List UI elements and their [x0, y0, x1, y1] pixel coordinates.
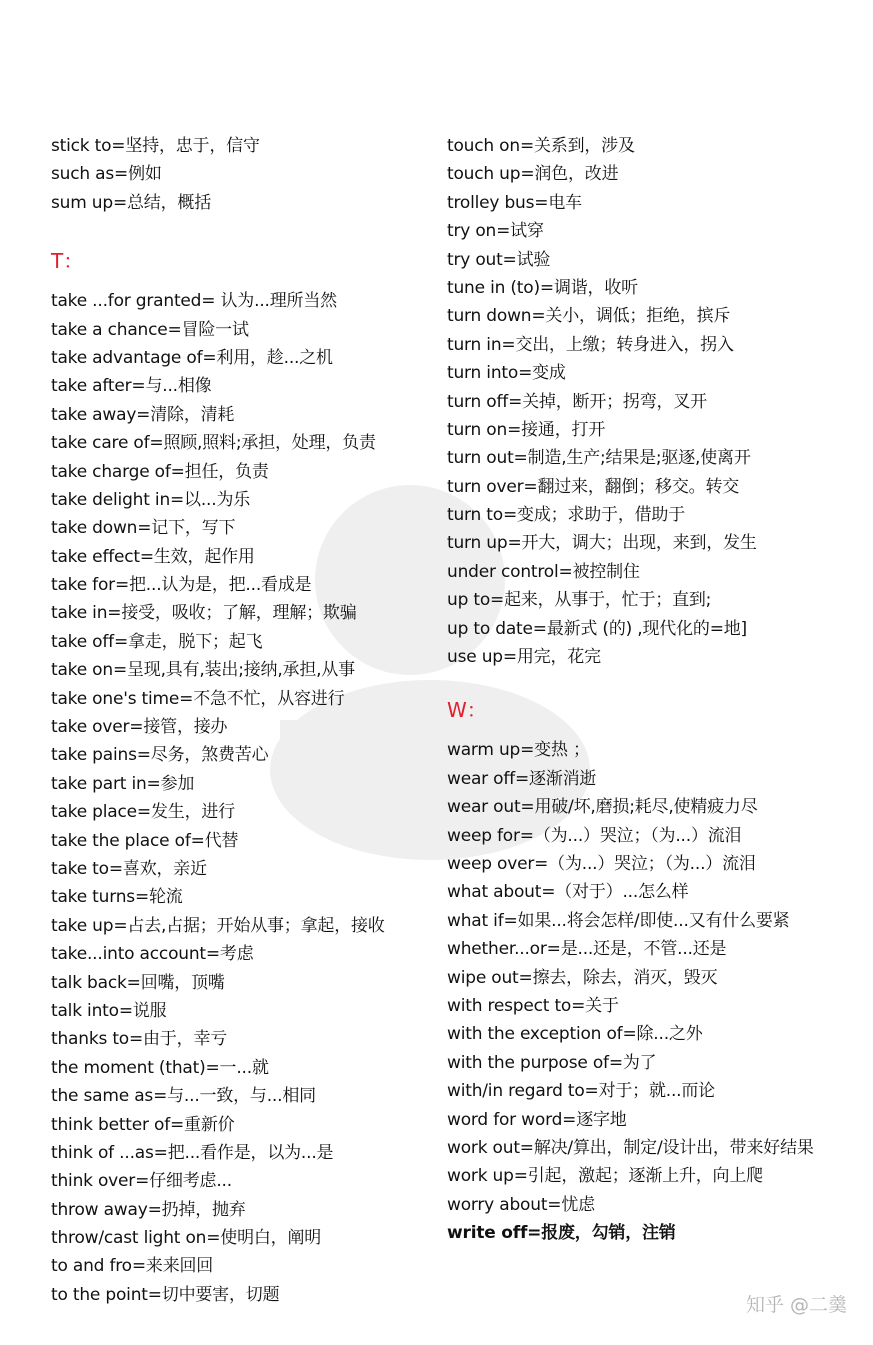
phrase-entry: turn out=制造,生产;结果是;驱逐,使离开 — [447, 448, 751, 469]
phrase-entry: tune in (to)=调谐，收听 — [447, 277, 638, 298]
phrase-entry: with the exception of=除...之外 — [447, 1024, 703, 1045]
phrase-entry: take advantage of=利用，趁...之机 — [51, 347, 333, 368]
phrase-entry: take after=与...相像 — [51, 376, 212, 397]
phrase-entry: try on=试穿 — [447, 221, 544, 242]
phrase-entry: think of ...as=把...看作是，以为...是 — [51, 1142, 334, 1163]
phrase-entry: weep over=（为...）哭泣；（为...）流泪 — [447, 853, 756, 874]
phrase-entry: take care of=照顾,照料;承担，处理，负责 — [51, 433, 376, 454]
phrase-entry: take turns=轮流 — [51, 887, 183, 908]
phrase-entry: talk into=说服 — [51, 1000, 167, 1021]
phrase-entry: to the point=切中要害，切题 — [51, 1284, 280, 1305]
phrase-entry: turn down=关小，调低；拒绝，摈斥 — [447, 306, 731, 327]
phrase-entry: take off=拿走，脱下；起飞 — [51, 631, 263, 652]
phrase-entry: turn on=接通，打开 — [447, 419, 606, 440]
phrase-entry: throw away=扔掉，抛弃 — [51, 1199, 246, 1220]
phrase-entry: take one's time=不急不忙，从容进行 — [51, 688, 345, 709]
phrase-entry-write-off: write off=报废，勾销，注销 — [447, 1223, 676, 1244]
phrase-entry: sum up=总结，概括 — [51, 192, 212, 213]
phrase-entry: trolley bus=电车 — [447, 192, 582, 213]
phrase-entry: turn in=交出，上缴；转身进入，拐入 — [447, 334, 734, 355]
right-block-1 — [447, 132, 817, 671]
phrase-entry: throw/cast light on=使明白，阐明 — [51, 1228, 322, 1249]
phrase-entry: take...into account=考虑 — [51, 944, 254, 965]
left-block-2 — [51, 287, 416, 1309]
phrase-entry: take pains=尽务，煞费苦心 — [51, 745, 269, 766]
phrase-entry: take effect=生效，起作用 — [51, 546, 255, 567]
phrase-entry: take for=把...认为是，把...看成是 — [51, 575, 312, 596]
phrase-entry: think over=仔细考虑... — [51, 1171, 232, 1192]
phrase-entry: up to date=最新式 (的) ,现代化的=地] — [447, 618, 747, 639]
phrase-entry: take to=喜欢，亲近 — [51, 858, 207, 879]
phrase-entry: turn up=开大，调大；出现，来到，发生 — [447, 533, 757, 554]
phrase-entry: warm up=变热 ； — [447, 740, 590, 761]
zhihu-watermark: 知乎 @二羹 — [745, 1294, 847, 1316]
phrase-entry: whether...or=是...还是，不管...还是 — [447, 939, 727, 960]
phrase-entry-work-out: work out=解决/算出，制定/设计出，带来好结果 — [447, 1137, 814, 1158]
phrase-entry: take ...for granted= 认为...理所当然 — [51, 291, 337, 312]
right-column — [447, 132, 817, 1247]
phrase-entry: try out=试验 — [447, 249, 551, 270]
phrase-entry: wear off=逐渐消逝 — [447, 768, 597, 789]
phrase-entry: turn off=关掉，断开；拐弯，叉开 — [447, 391, 707, 412]
phrase-entry: take over=接管，接办 — [51, 717, 228, 738]
phrase-entry-take-up: take up=占去,占据；开始从事；拿起，接收 — [51, 915, 385, 936]
phrase-entry: take away=清除，清耗 — [51, 404, 235, 425]
phrase-entry: such as=例如 — [51, 164, 162, 185]
phrase-entry: turn into=变成 — [447, 363, 566, 384]
phrase-entry: the moment (that)=一...就 — [51, 1057, 269, 1078]
phrase-entry: wipe out=擦去，除去，消灭，毁灭 — [447, 967, 718, 988]
phrase-entry: take down=记下，写下 — [51, 518, 236, 539]
phrase-entry: take charge of=担任，负责 — [51, 461, 269, 482]
phrase-entry: take on=呈现,具有,装出;接纳,承担,从事 — [51, 660, 355, 681]
phrase-entry: take the place of=代替 — [51, 830, 239, 851]
phrase-entry: take in=接受，吸收；了解，理解；欺骗 — [51, 603, 357, 624]
phrase-entry: with/in regard to=对于；就...而论 — [447, 1081, 715, 1102]
phrase-entry: word for word=逐字地 — [447, 1109, 627, 1130]
left-block-1 — [51, 132, 416, 217]
phrase-entry: think better of=重新价 — [51, 1114, 235, 1135]
phrase-entry: worry about=忧虑 — [447, 1194, 595, 1215]
phrase-entry: up to=起来，从事于，忙于；直到; — [447, 590, 712, 611]
phrase-entry: under control=被控制住 — [447, 561, 640, 582]
phrase-entry: with respect to=关于 — [447, 995, 619, 1016]
phrase-entry: touch up=润色，改进 — [447, 164, 619, 185]
phrase-entry: take part in=参加 — [51, 773, 195, 794]
phrase-entry: what about=（对于）...怎么样 — [447, 882, 689, 903]
section-heading-t: T： — [51, 249, 84, 274]
phrase-entry: stick to=坚持，忠于，信守 — [51, 136, 260, 156]
phrase-entry: turn over=翻过来，翻倒；移交。转交 — [447, 476, 740, 497]
phrase-entry: work up=引起，激起；逐渐上升，向上爬 — [447, 1166, 763, 1187]
phrase-entry: touch on=关系到，涉及 — [447, 136, 635, 156]
phrase-entry: use up=用完，花完 — [447, 647, 601, 668]
phrase-entry: take a chance=冒险一试 — [51, 319, 249, 340]
section-heading-w: W： — [447, 698, 487, 723]
phrase-entry: wear out=用破/坏,磨损;耗尽,使精疲力尽 — [447, 797, 758, 818]
left-column — [51, 132, 416, 1309]
phrase-entry: weep for=（为...）哭泣；（为...）流泪 — [447, 825, 742, 846]
phrase-entry: with the purpose of=为了 — [447, 1052, 657, 1073]
phrase-entry: take place=发生，进行 — [51, 802, 235, 823]
phrase-entry: thanks to=由于，幸亏 — [51, 1029, 228, 1050]
phrase-entry: to and fro=来来回回 — [51, 1256, 214, 1277]
right-block-2 — [447, 736, 817, 1247]
phrase-entry: take delight in=以...为乐 — [51, 489, 251, 510]
phrase-entry-what-if: what if=如果...将会怎样/即使...又有什么要紧 — [447, 910, 790, 931]
phrase-entry: turn to=变成；求助于，借助于 — [447, 505, 686, 526]
phrase-entry: the same as=与...一致，与...相同 — [51, 1086, 316, 1107]
phrase-entry: talk back=回嘴，顶嘴 — [51, 972, 225, 993]
